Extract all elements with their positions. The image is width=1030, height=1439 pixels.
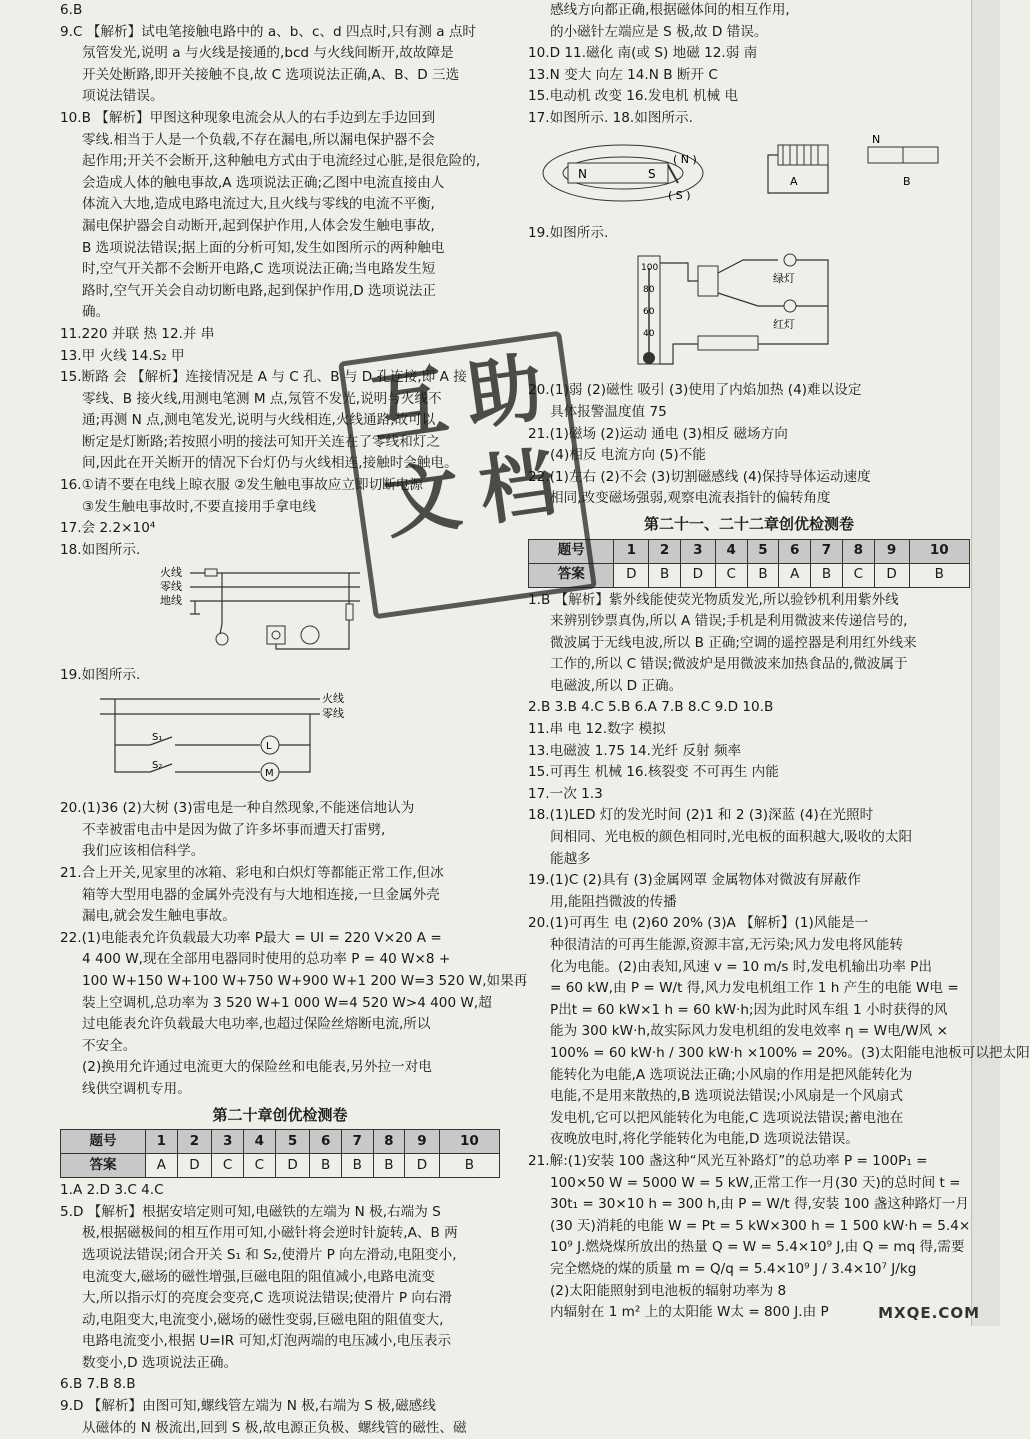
point-b-label: B xyxy=(903,174,911,188)
text-line: B 选项说法错误;据上面的分析可知,发生如图所示的两种触电 xyxy=(82,239,445,256)
neutral-wire-label: 零线 xyxy=(160,580,182,594)
text-line: 15.断路 会 【解析】连接情况是 A 与 C 孔、B 与 D 孔连接,即 A 接 xyxy=(60,369,467,386)
answer-cell: D xyxy=(680,563,715,587)
text-line: 13.N 变大 向左 14.N B 断开 C xyxy=(528,66,718,83)
answer-cell: C xyxy=(212,1154,244,1178)
text-line: 数变小,D 选项说法正确。 xyxy=(82,1354,238,1371)
text-line: 2.B 3.B 4.C 5.B 6.A 7.B 8.C 9.D 10.B xyxy=(528,699,774,716)
magnet-s-label: S xyxy=(648,166,656,181)
number-cell: 3 xyxy=(680,539,715,563)
text-line: 具体报警温度值 75 xyxy=(550,403,667,420)
text-line: 11.串 电 12.数字 模拟 xyxy=(528,721,666,738)
socket-symbol xyxy=(267,626,285,644)
text-line: (2)太阳能照射到电池板的辐射功率为 8 xyxy=(550,1282,787,1299)
text-line: 6.B 7.B 8.B xyxy=(60,1376,136,1393)
text-line: 种很清洁的可再生能源,资源丰富,无污染;风力发电将风能转 xyxy=(550,937,904,953)
electromagnet xyxy=(698,266,718,296)
red-lamp xyxy=(784,300,796,312)
answer-cell: B xyxy=(373,1154,405,1178)
text-line: 4 400 W,现在全部用电器同时使用的总功率 P = 40 W×8 + xyxy=(82,951,451,968)
text-line: 5.D 【解析】根据安培定则可知,电磁铁的左端为 N 极,右端为 S xyxy=(60,1203,441,1220)
text-line: 断定是灯断路;若按照小明的接法可知开关连在了零线和灯之 xyxy=(82,433,441,450)
text-line: 氖管发光,说明 a 与火线是接通的,bcd 与火线间断开,故故障是 xyxy=(82,45,454,62)
scale-100: 100 xyxy=(641,262,659,273)
watermark-char: 档 xyxy=(473,437,562,536)
text-line: 夜晚放电时,将化学能转化为电能,D 选项说法错误。 xyxy=(550,1131,859,1148)
scale-40: 40 xyxy=(643,328,655,339)
text-line: 零线、B 接火线,用测电笔测 M 点,氖管不发光,说明与火线不 xyxy=(82,390,442,407)
text-line: 电能,不是用来散热的,B 选项说法错误;小风扇是一个风扇式 xyxy=(550,1088,904,1105)
text-line: 15.电动机 改变 16.发电机 机械 电 xyxy=(528,88,739,105)
number-cell: 10 xyxy=(909,539,969,563)
text-line: 9.C 【解析】试电笔接触电路中的 a、b、c、d 四点时,只有测 a 点时 xyxy=(60,23,477,40)
watermark-char: 助 xyxy=(460,342,549,441)
answer-cell: D xyxy=(405,1154,440,1178)
left-column xyxy=(60,0,528,1439)
text-line: 能越多 xyxy=(550,850,591,867)
bulb-symbol xyxy=(216,633,228,645)
text-line: 17.一次 1.3 xyxy=(528,785,603,802)
text-line: 大,所以指示灯的亮度会变亮,C 选项说法错误;使滑片 P 向右滑 xyxy=(82,1290,453,1307)
text-line: 能为 300 kW·h,故实际风力发电机组的发电效率 η = W电/W风 × xyxy=(550,1023,948,1040)
fuse-symbol xyxy=(205,569,217,576)
wiring-diagram-18 xyxy=(60,564,360,654)
magnet-n-label: N xyxy=(578,166,587,181)
text-line: 17.会 2.2×10⁴ xyxy=(60,520,156,537)
text-line: 19.(1)C (2)具有 (3)金属网罩 金属物体对微波有屏蔽作 xyxy=(528,872,861,889)
answer-cell: B xyxy=(649,563,681,587)
text-line: 100×50 W = 5000 W = 5 kW,正常工作一月(30 天)的总时间 t = xyxy=(550,1174,961,1191)
answer-cell: C xyxy=(715,563,747,587)
text-line: 过电能表允许负载最大电功率,也超过保险丝熔断电流,所以 xyxy=(82,1016,431,1033)
text-line: 内辐射在 1 m² 上的太阳能 W太 = 800 J.由 P xyxy=(550,1304,829,1321)
number-cell: 7 xyxy=(341,1130,373,1154)
scale-80: 80 xyxy=(643,284,655,295)
text-line: 电磁波,所以 D 正确。 xyxy=(550,677,683,694)
header-cell: 题号 xyxy=(61,1130,146,1154)
text-line: 22.(1)电能表允许负载最大功率 P最大 = UI = 220 V×20 A = xyxy=(60,929,442,946)
text-line: 零线.相当于人是一个负载,不存在漏电,所以漏电保护器不会 xyxy=(82,131,435,148)
right-mid-text xyxy=(528,380,970,510)
text-line: 路时,空气开关会自动切断电路,起到保护作用,D 选项说法正 xyxy=(82,282,436,299)
text-line: 完全燃烧的煤的质量 m = Q/q = 5.4×10⁹ J / 3.4×10⁷ J/kg xyxy=(550,1260,917,1277)
text-line: 1.B 【解析】紫外线能使荧光物质发光,所以验钞机利用紫外线 xyxy=(528,591,899,608)
answer-cell: D xyxy=(177,1154,212,1178)
number-cell: 5 xyxy=(275,1130,310,1154)
lamp-label: L xyxy=(266,740,272,752)
text-line: 15.可再生 机械 16.核裂变 不可再生 内能 xyxy=(528,764,779,781)
compass-needle xyxy=(668,165,678,183)
number-cell: 2 xyxy=(649,539,681,563)
section-title-ch21-22: 第二十一、二十二章创优检测卷 xyxy=(643,514,854,533)
answer-table-ch20 xyxy=(60,1129,500,1178)
scale-60: 60 xyxy=(643,306,655,317)
motor-label: M xyxy=(265,767,274,779)
text-line: 开关处断路,即开关接触不良,故 C 选项说法正确,A、B、D 三选 xyxy=(82,66,460,83)
needle-n-label: ( N ) xyxy=(673,152,697,166)
text-line: 21.合上开关,见家里的冰箱、彩电和白炽灯等都能正常工作,但冰 xyxy=(60,865,444,881)
text-line: 10.B 【解析】甲图这种现象电流会从人的右手边到左手边回到 xyxy=(60,109,436,126)
section-title-ch20: 第二十章创优检测卷 xyxy=(212,1105,348,1124)
text-line: 20.(1)36 (2)大树 (3)雷电是一种自然现象,不能迷信地认为 xyxy=(60,800,415,817)
answer-cell: B xyxy=(811,563,843,587)
text-line: 6.B xyxy=(60,2,83,18)
text-line: 21.(1)磁场 (2)运动 通电 (3)相反 磁场方向 xyxy=(528,425,788,442)
text-line: 21.解:(1)安装 100 盏这种“风光互补路灯”的总功率 P = 100P₁ = xyxy=(528,1152,928,1169)
answer-cell: A xyxy=(779,563,811,587)
text-line: 确。 xyxy=(82,304,110,321)
text-line: 发电机,它可以把风能转化为电能,C 选项说法错误;蓄电池在 xyxy=(550,1109,904,1126)
live-wire-label: 火线 xyxy=(322,691,344,705)
neutral-wire-label: 零线 xyxy=(322,706,344,720)
watermark-char: 文 xyxy=(378,450,467,550)
text-line: 不安全。 xyxy=(82,1037,137,1054)
text-line: 选项说法错误;闭合开关 S₁ 和 S₂,使滑片 P 向左滑动,电阻变小, xyxy=(82,1246,457,1263)
text-line: 起作用;开关不会断开,这种触电方式由于电流经过心脏,是很危险的, xyxy=(82,153,481,170)
answer-cell: D xyxy=(874,563,909,587)
outlet-symbol xyxy=(301,626,319,644)
text-line: 9.D 【解析】由图可知,螺线管左端为 N 极,右端为 S 极,磁感线 xyxy=(60,1398,436,1415)
live-wire-label: 火线 xyxy=(160,566,182,580)
text-line: 20.(1)弱 (2)磁性 吸引 (3)使用了内焰加热 (4)难以设定 xyxy=(528,382,862,399)
watermark-stamp xyxy=(338,331,597,620)
number-cell: 3 xyxy=(212,1130,244,1154)
text-line: 漏电保护器会自动断开,起到保护作用,人体会发生触电事故, xyxy=(82,217,435,234)
text-line: 20.(1)可再生 电 (2)60 20% (3)A 【解析】(1)风能是一 xyxy=(528,915,869,932)
text-line: 13.甲 火线 14.S₂ 甲 xyxy=(60,347,185,364)
answer-cell: B xyxy=(341,1154,373,1178)
right-top-text xyxy=(528,0,970,130)
solenoid xyxy=(778,145,828,165)
text-line: 间,因此在开关断开的情况下台灯仍与火线相连,接触时会触电。 xyxy=(82,455,458,472)
battery xyxy=(698,336,758,350)
number-cell: 1 xyxy=(614,539,649,563)
left-mid-text xyxy=(60,798,528,1100)
text-line: 13.电磁波 1.75 14.光纤 反射 频率 xyxy=(528,742,742,759)
text-line: 10⁹ J.燃烧煤所放出的热量 Q = W = 5.4×10⁹ J,由 Q = mq 得,需要 xyxy=(550,1239,965,1256)
text-line: 用,能阻挡微波的传播 xyxy=(550,893,677,910)
text-line: 极,根据磁极间的相互作用可知,小磁针将会逆时针旋转,A、B 两 xyxy=(82,1225,458,1242)
text-line: 30t₁ = 30×10 h = 300 h,由 P = W/t 得,安装 100 盏这种路灯一月 xyxy=(550,1196,969,1213)
text-line: 箱等大型用电器的金属外壳没有与大地相连接,一旦金属外壳 xyxy=(82,886,440,903)
pole-n-label: N xyxy=(872,132,881,146)
switch-s1-label: S₁ xyxy=(152,731,163,743)
left-bottom-text xyxy=(60,1180,500,1439)
needle-s-label: ( S ) xyxy=(668,188,691,202)
answer-cell: A xyxy=(146,1154,178,1178)
header-cell: 题号 xyxy=(529,539,614,563)
text-line: 工作的,所以 C 错误;微波炉是用微波来加热食品的,微波属于 xyxy=(550,656,908,673)
answer-cell: D xyxy=(275,1154,310,1178)
right-bottom-text xyxy=(528,590,1030,1324)
text-line: 化为电能。(2)由表知,风速 v = 10 m/s 时,发电机输出功率 P出 xyxy=(550,958,932,975)
question-19-title: 19.如图所示. xyxy=(528,225,609,242)
text-line: 10.D 11.磁化 南(或 S) 地磁 12.弱 南 xyxy=(528,45,758,62)
text-line: 100 W+150 W+100 W+750 W+900 W+1 200 W=3 520 W,如果再 xyxy=(82,972,528,989)
text-line: 相同,改变磁场强弱,观察电流表指针的偏转角度 xyxy=(550,490,831,507)
switch-s2-label: S₂ xyxy=(152,759,163,771)
header-cell: 答案 xyxy=(529,563,614,587)
text-line: 线供空调机专用。 xyxy=(82,1080,191,1097)
answer-cell: B xyxy=(310,1154,342,1178)
number-cell: 5 xyxy=(747,539,779,563)
text-line: 16.①请不要在电线上晾衣服 ②发生触电事故应立即切断电源 xyxy=(60,477,423,494)
text-line: = 60 kW,由 P = W/t 得,风力发电机组工作 1 h 产生的电能 W电 = xyxy=(550,980,959,997)
watermark-char: 互 xyxy=(365,355,454,455)
text-line: (30 天)消耗的电能 W = Pt = 5 kW×300 h = 1 500 kW·h = 5.4× xyxy=(550,1217,971,1234)
text-line: 22.(1)左右 (2)不会 (3)切割磁感线 (4)保持导体运动速度 xyxy=(528,468,871,485)
number-cell: 6 xyxy=(310,1130,342,1154)
number-cell: 10 xyxy=(439,1130,499,1154)
text-line: 微波属于无线电波,所以 B 正确;空调的遥控器是利用红外线来 xyxy=(550,634,917,651)
text-line: (4)相反 电流方向 (5)不能 xyxy=(550,447,706,464)
text-line: 漏电,就会发生触电事故。 xyxy=(82,908,236,925)
text-line: 会造成人体的触电事故,A 选项说法正确;乙图中电流直接由人 xyxy=(82,174,445,191)
text-line: 来辨别钞票真伪,所以 A 错误;手机是利用微波来传递信号的, xyxy=(550,613,908,630)
number-cell: 8 xyxy=(842,539,874,563)
number-cell: 9 xyxy=(405,1130,440,1154)
text-line: 项说法错误。 xyxy=(82,88,164,105)
magnet-diagrams xyxy=(528,133,958,213)
header-cell: 答案 xyxy=(61,1154,146,1178)
red-lamp-label: 红灯 xyxy=(773,317,795,331)
number-cell: 6 xyxy=(779,539,811,563)
right-column xyxy=(528,0,1030,1324)
text-line: 18.(1)LED 灯的发光时间 (2)1 和 2 (3)深蓝 (4)在光照时 xyxy=(528,807,874,824)
number-cell: 8 xyxy=(373,1130,405,1154)
green-lamp-label: 绿灯 xyxy=(773,271,795,285)
green-lamp xyxy=(784,254,796,266)
text-line: 我们应该相信科学。 xyxy=(82,843,205,860)
text-line: 通;再测 N 点,测电笔发光,说明与火线相连,火线通路,故可以 xyxy=(82,412,436,429)
site-watermark: MXQE.COM xyxy=(878,1304,980,1322)
text-line: 电流变大,磁场的磁性增强,巨磁电阻的阻值减小,电路电流变 xyxy=(82,1268,435,1285)
wiring-diagram-19 xyxy=(60,690,390,788)
text-line: 间相同、光电板的颜色相同时,光电板的面积越大,吸收的太阳 xyxy=(550,829,913,846)
text-line: P出t = 60 kW×1 h = 60 kW·h;因为此时风车组 1 小时获得的风 xyxy=(550,1001,948,1018)
text-line: ③发生触电事故时,不要直接用手拿电线 xyxy=(82,498,317,515)
text-line: 时,空气开关都不会断开电路,C 选项说法正确;当电路发生短 xyxy=(82,261,436,278)
number-cell: 7 xyxy=(811,539,843,563)
number-cell: 2 xyxy=(177,1130,212,1154)
text-line: (2)换用允许通过电流更大的保险丝和电能表,另外拉一对电 xyxy=(82,1059,432,1076)
ground-wire-label: 地线 xyxy=(160,594,182,608)
text-line: 17.如图所示. 18.如图所示. xyxy=(528,109,693,126)
text-line: 动,电阻变大,电流变小,磁场的磁性变弱,巨磁电阻的阻值变大, xyxy=(82,1311,444,1328)
number-cell: 4 xyxy=(244,1130,276,1154)
text-line: 18.如图所示. xyxy=(60,541,141,558)
text-line: 11.220 并联 热 12.并 串 xyxy=(60,325,215,342)
question-19-title: 19.如图所示. xyxy=(60,667,141,684)
number-cell: 9 xyxy=(874,539,909,563)
answer-cell: B xyxy=(439,1154,499,1178)
text-line: 电路电流变小,根据 U=IR 可知,灯泡两端的电压减小,电压表示 xyxy=(82,1333,452,1350)
text-line: 100% = 60 kW·h / 300 kW·h ×100% = 20%。(3)太阳能电池板可以把太阳 xyxy=(550,1044,1030,1061)
next-page-edge xyxy=(971,0,1000,1326)
text-line: 1.A 2.D 3.C 4.C xyxy=(60,1182,164,1199)
text-line: 装上空调机,总功率为 3 520 W+1 000 W=4 520 W>4 400 W,超 xyxy=(82,994,492,1011)
text-line: 的小磁针左端应是 S 极,故 D 错误。 xyxy=(550,23,768,40)
answer-cell: D xyxy=(614,563,649,587)
text-line: 感线方向都正确,根据磁体间的相互作用, xyxy=(550,2,790,18)
text-line: 能转化为电能,A 选项说法正确;小风扇的作用是把风能转化为 xyxy=(550,1066,913,1083)
text-line: 不幸被雷电击中是因为做了许多坏事而遭天打雷劈, xyxy=(82,821,386,838)
number-cell: 1 xyxy=(146,1130,178,1154)
point-a-label: A xyxy=(790,174,798,188)
text-line: 从磁体的 N 极流出,回到 S 极,故电源正负极、螺线管的磁性、磁 xyxy=(82,1419,467,1436)
text-line: 体流入大地,造成电路电流过大,且火线与零线的电流不平衡, xyxy=(82,196,435,213)
answer-cell: C xyxy=(842,563,874,587)
answer-cell: B xyxy=(747,563,779,587)
fuse-symbol-2 xyxy=(346,604,353,620)
number-cell: 4 xyxy=(715,539,747,563)
answer-cell: C xyxy=(244,1154,276,1178)
answer-cell: B xyxy=(909,563,969,587)
thermometer-alarm-diagram xyxy=(528,248,958,370)
